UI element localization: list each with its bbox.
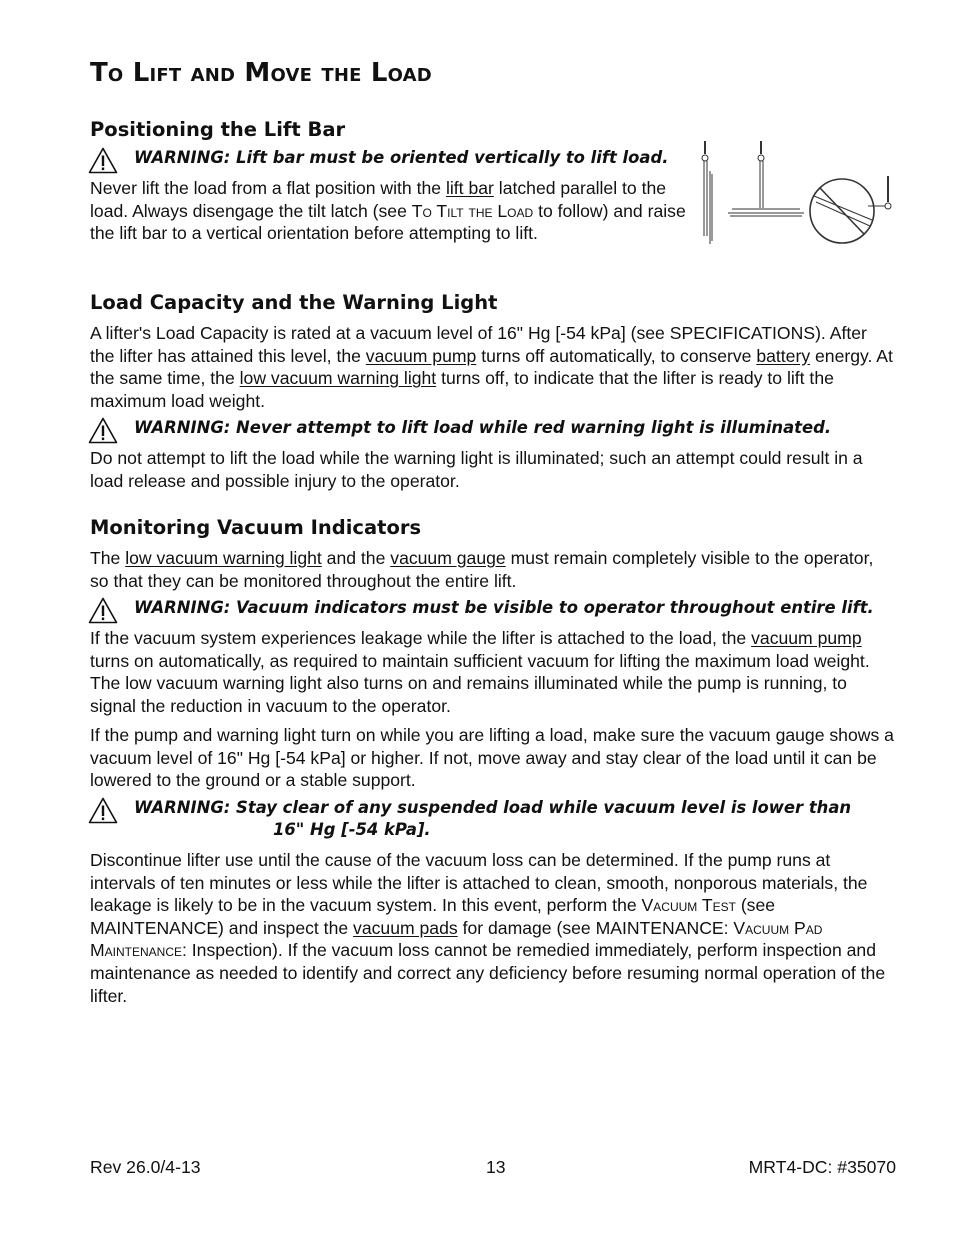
warning-red-light	[90, 417, 940, 439]
warning-triangle-icon	[88, 597, 118, 624]
paragraph-leakage	[90, 627, 896, 717]
warning-lift-bar	[90, 147, 734, 169]
ref-tilt-the-load: To Tilt the Load	[411, 200, 534, 221]
paragraph-discontinue	[90, 849, 896, 1007]
text: turns off automatically, to conserve	[476, 345, 757, 366]
text: : Inspection). If the vacuum loss cannot be remedied immediately, perform inspection and maintenance as needed to identify and correct any deficiency before resuming normal operation of the lifter.	[90, 940, 886, 1006]
text: If the vacuum system experiences leakage while the lifter is attached to the load, the	[90, 628, 752, 648]
warning-text: WARNING: Lift bar must be oriented vertically to lift load.	[134, 148, 669, 167]
text: (see MAINTENANCE) and inspect the	[90, 895, 776, 938]
text: energy. At the same time, the	[90, 345, 893, 389]
warning-triangle-icon	[88, 797, 118, 824]
warning-triangle-icon	[88, 147, 118, 174]
warning-stay-clear	[90, 797, 940, 841]
heading-load-capacity: Load Capacity and the Warning Light	[90, 291, 498, 314]
text: turns on automatically, as required to maintain sufficient vacuum for lifting the maximum load weight. The low vacuum warning light also turns on and remains illuminated while the pump is running, to signal the reduction in vacuum to the operator.	[90, 650, 870, 716]
warning-triangle-icon	[88, 417, 118, 444]
text: latched parallel to the load. Always disengage the tilt latch (see	[90, 178, 667, 221]
warning-text-continued: 16" Hg [-54 kPa].	[273, 820, 431, 839]
ref-vacuum-test: Vacuum Test	[641, 895, 736, 916]
page-number: 13	[486, 1157, 506, 1177]
text: Never lift the load from a flat position with the	[90, 178, 446, 198]
link-vacuum-gauge[interactable]: vacuum gauge	[390, 548, 506, 568]
link-vacuum-pump[interactable]: vacuum pump	[365, 345, 477, 366]
link-vacuum-pads[interactable]: vacuum pads	[353, 917, 458, 938]
heading-positioning-lift-bar: Positioning the Lift Bar	[90, 118, 346, 141]
model-label: MRT4-DC: #35070	[748, 1157, 896, 1177]
manual-page	[90, 0, 896, 1235]
revision-label: Rev 26.0/4-13	[90, 1157, 201, 1177]
lift-bar-orientation-figure	[700, 136, 910, 248]
page-footer	[90, 1157, 896, 1179]
ref-vacuum-pad-maintenance: Vacuum Pad Maintenance	[90, 917, 823, 961]
paragraph-lift-bar	[90, 177, 690, 245]
warning-text: WARNING: Stay clear of any suspended load while vacuum level is lower than	[134, 798, 852, 817]
link-battery[interactable]: battery	[756, 345, 811, 366]
link-low-vacuum-warning-light[interactable]: low vacuum warning light	[239, 368, 437, 389]
paragraph-warning-light: Do not attempt to lift the load while the warning light is illuminated; such an attempt could result in a load release and possible injury to the operator.	[90, 448, 863, 491]
paragraph-pump-warning: If the pump and warning light turn on while you are lifting a load, make sure the vacuum gauge shows a vacuum level of 16" Hg [-54 kPa] or higher. If not, move away and stay clear of the load until it can be lowered to the ground or a stable support.	[90, 725, 894, 791]
text: for damage (see MAINTENANCE:	[457, 917, 734, 938]
text: to follow) and raise the lift bar to a vertical orientation before attempting to lift.	[90, 200, 686, 244]
warning-indicators-visible	[90, 597, 940, 619]
warning-text: WARNING: Never attempt to lift load while red warning light is illuminated.	[134, 418, 832, 437]
heading-monitoring-vacuum: Monitoring Vacuum Indicators	[90, 516, 422, 539]
warning-text: WARNING: Vacuum indicators must be visible to operator throughout entire lift.	[134, 598, 874, 617]
link-low-vacuum-warning-light[interactable]: low vacuum warning light	[125, 548, 322, 568]
link-vacuum-pump[interactable]: vacuum pump	[751, 628, 862, 648]
paragraph-monitoring	[90, 547, 896, 592]
text: A lifter's Load Capacity is rated at a vacuum level of 16" Hg [-54 kPa] (see SPECIFICATIONS). After the lifter has attained this level, the	[90, 323, 867, 366]
text: and the	[321, 548, 391, 568]
text: must remain completely visible to the operator, so that they can be monitored throughout the entire lift.	[90, 548, 874, 591]
text: turns off, to indicate that the lifter is ready to lift the maximum load weight.	[90, 368, 834, 411]
link-lift-bar[interactable]: lift bar	[445, 178, 494, 198]
paragraph-load-capacity	[90, 322, 896, 412]
text: The	[90, 548, 126, 568]
page-title: To Lift and Move the Load	[90, 58, 432, 88]
text: Discontinue lifter use until the cause of the vacuum loss can be determined. If the pump runs at intervals of ten minutes or less while the lifter is attached to clean, smooth, nonporous materials, the leakage is likely to be in the vacuum system. In this event, perform the	[90, 850, 868, 916]
